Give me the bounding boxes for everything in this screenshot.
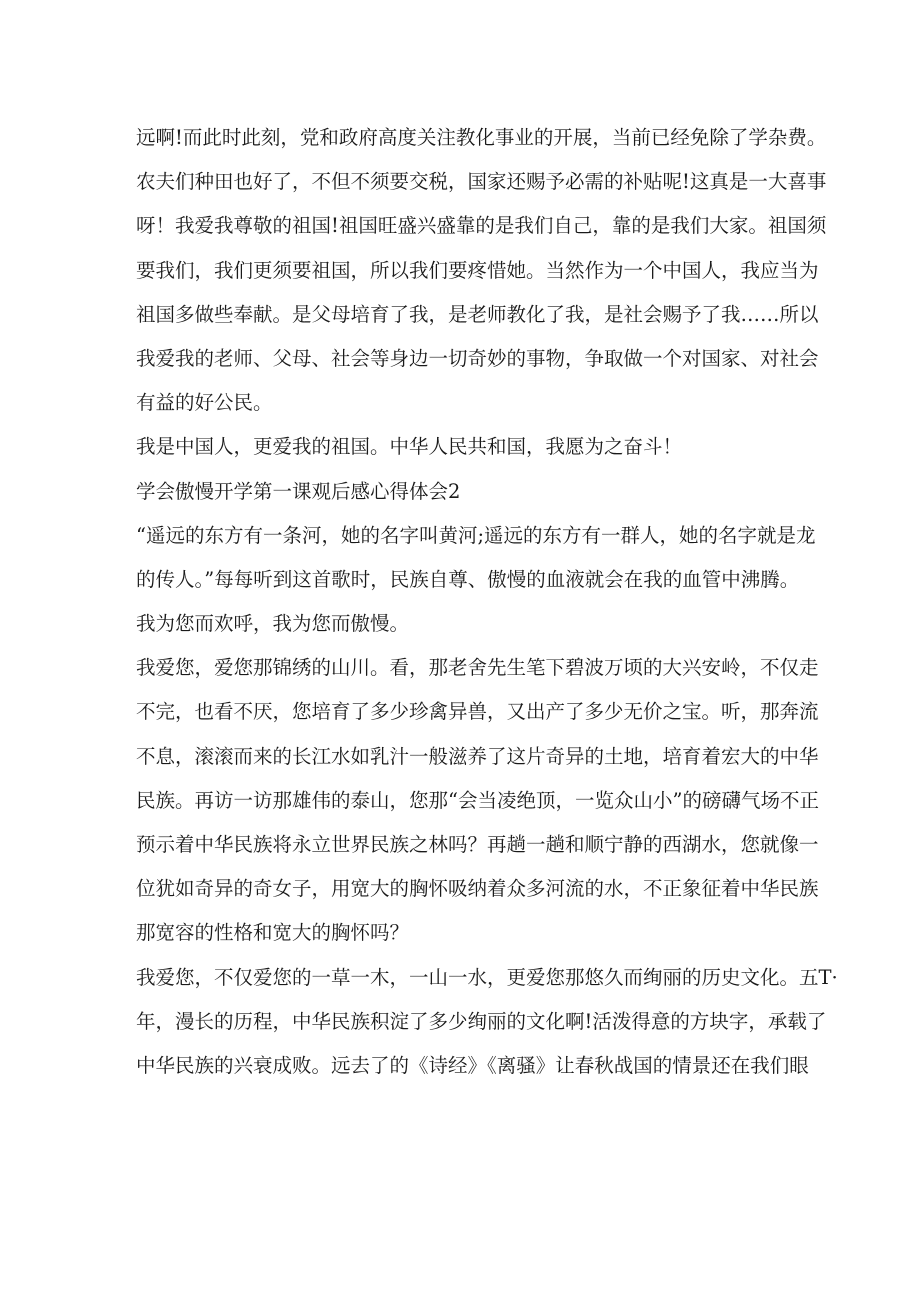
text-line: 那宽容的性格和宽大的胸怀吗？ <box>136 921 410 945</box>
text-line: 我爱我的老师、父母、社会等身边一切奇妙的事物，争取做一个对国家、对社会 <box>136 346 819 370</box>
text-line: 民族。再访一访那雄伟的泰山，您那“会当凌绝顶，一览众山小”的磅礴气场不正 <box>136 788 819 812</box>
text-line: 呀！我爱我尊敬的祖国!祖国旺盛兴盛靠的是我们自己，靠的是我们大家。祖国须 <box>136 214 827 238</box>
text-line: 位犹如奇异的奇女子，用宽大的胸怀吸纳着众多河流的水，不正象征着中华民族 <box>136 877 819 901</box>
text-line: “遥远的东方有一条河，她的名字叫黄河;遥远的东方有一群人，她的名字就是龙 <box>136 523 816 547</box>
text-line: 我爱您，爱您那锦绣的山川。看，那老舍先生笔下碧波万顷的大兴安岭，不仅走 <box>136 656 819 680</box>
text-line: 要我们，我们更须要祖国，所以我们要疼惜她。当然作为一个中国人，我应当为 <box>136 258 819 282</box>
text-line: 不息，滚滚而来的长江水如乳汁一般滋养了这片奇异的土地，培育着宏大的中华 <box>136 744 819 768</box>
text-line: 农夫们种田也好了，不但不须要交税，国家还赐予必需的补贴呢!这真是一大喜事 <box>136 170 827 194</box>
section-heading: 学会傲慢开学第一课观后感心得体会2 <box>136 479 461 503</box>
text-line: 年，漫长的历程，中华民族积淀了多少绚丽的文化啊!活泼得意的方块字，承载了 <box>136 1009 827 1033</box>
text-line: 中华民族的兴衰成败。远去了的《诗经》《离骚》让春秋战国的情景还在我们眼 <box>136 1053 809 1077</box>
text-line: 的传人。”每每听到这首歌时，民族自尊、傲慢的血液就会在我的血管中沸腾。 <box>136 567 800 591</box>
text-line: 我为您而欢呼，我为您而傲慢。 <box>136 612 410 636</box>
text-line: 我是中国人，更爱我的祖国。中华人民共和国，我愿为之奋斗！ <box>136 435 683 459</box>
text-line: 预示着中华民族将永立世界民族之林吗？再趟一趟和顺宁静的西湖水，您就像一 <box>136 833 819 856</box>
text-line: 有益的好公民。 <box>136 391 273 415</box>
text-line: 不完，也看不厌，您培育了多少珍禽异兽，又出产了多少无价之宝。听，那奔流 <box>136 700 819 724</box>
text-line: 远啊!而此时此刻，党和政府高度关注教化事业的开展，当前已经免除了学杂费。 <box>136 126 827 149</box>
text-line: 我爱您，不仅爱您的一草一木，一山一水，更爱您那悠久而绚丽的历史文化。五T· <box>136 965 838 989</box>
document-body <box>136 116 838 1088</box>
text-line: 祖国多做些奉献。是父母培育了我，是老师教化了我，是社会赐予了我……所以 <box>136 302 819 326</box>
